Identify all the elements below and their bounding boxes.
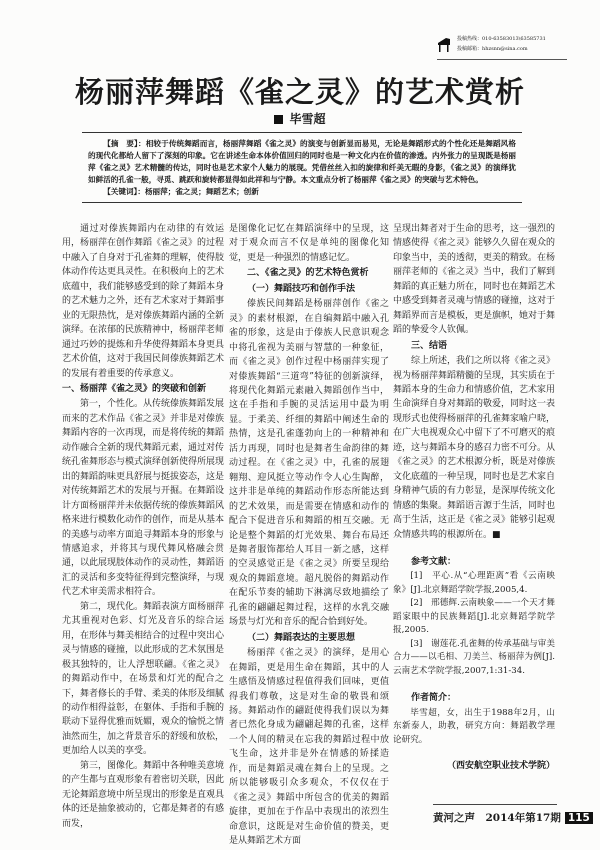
author-name: 毕雪超	[289, 112, 326, 126]
column-right	[393, 222, 555, 774]
paragraph: 第二，现代化。舞蹈表演方面杨丽萍尤其重视对色彩、灯光及音乐的综合运用，在形体与舞美相结合的过程中突出心灵与情感的碰撞，以此形成的艺术氛围是极其独特的，让人浮想联翩。《雀之灵》的舞蹈动作中，在场景和灯光的配合之下，舞者修长的手臂、柔美的体形及细腻的动作相得益彰，在躯体、手指和手腕的联动下显得优雅而妩媚，观众的愉悦之情油然而生，加之背景音乐的舒缓和放松，更加给人以美的享受。	[62, 601, 225, 757]
references	[393, 555, 555, 774]
column-left	[62, 222, 224, 831]
paragraph: 是图像化记忆在舞蹈演绎中的呈现，这对于观众而言不仅是单纯的图像化知觉，更是一种强烈的情感记忆。	[229, 224, 389, 263]
article-title: 杨丽萍舞蹈《雀之灵》的艺术赏析	[74, 75, 525, 109]
paragraph: 傣族民间舞蹈是杨丽萍创作《雀之灵》的素材根源，在自编舞蹈中融入孔雀的形象，这是由于傣族人民意识观念中将孔雀视为美丽与智慧的一种象征，而《雀之灵》创作过程中杨丽萍实现了对傣族舞蹈“三道弯”特征的创新演绎，将现代化舞蹈元素融入舞蹈创作当中，这在手指和手腕的灵活运用中最为明显。于柔美、纤细的舞蹈中阐述生命的热情，这是孔雀蓬勃向上的一种精神和活力再现，同时也是舞者生命韵律的舞动过程。在《雀之灵》中，孔雀的展翅翱翔、迎风挺立等动作令人心生陶醉，这并非是单纯的舞蹈动作形态所能达到的艺术效果，而是需要在情感和动作的配合下促进音乐和舞蹈的相互交融。无论是整个舞蹈的灯光效果、舞台布局还是舞者服饰都给人耳目一新之感，这样的空灵感觉正是《雀之灵》所要呈现给观众的舞蹈意境。超凡脱俗的舞蹈动作在配乐节奏的辅助下淋漓尽致地描绘了孔雀的翩翩起舞过程，这样的水乳交融场景与灯光和音乐的配合恰到好处。	[229, 299, 389, 628]
paragraph: 杨丽萍《雀之灵》的演绎，是用心在舞蹈，更是用生命在舞蹈，其中的人生感悟及情感过程值得我们回味，更值得我们尊敬，这是对生命的敬畏和颂扬。舞蹈动作的翩跹使得我们误以为舞者已然化身成为翩翩起舞的孔雀，这样一个人间的精灵在忘我的舞蹈过程中放飞生命，这并非是外在情感的矫揉造作，而是舞蹈灵魂在舞台上的呈现。之所以能够吸引众多观众，不仅仅在于《雀之灵》舞蹈中所包含的优美的舞蹈旋律，更加在于作品中表现出的浓烈生命意识，这既是对生命价值的赞美，更是从舞蹈艺术方面	[229, 648, 389, 847]
journal-issue: 黄河之声 2014年第17期	[433, 812, 561, 824]
paragraph: 综上所述，我们之所以将《雀之灵》视为杨丽萍舞蹈精髓的呈现，其实质在于舞蹈本身的生命力和情感价值，艺术家用生命演绎自身对舞蹈的敬爱，同时这一表现形式也使得杨丽萍的孔雀舞家喻户晓，在广大电视观众心中留下了不可磨灭的痕迹，这与舞蹈本身的感召力密不可分。从《雀之灵》的艺术根源分析，既是对傣族文化底蕴的一种呈现，同时也是艺术家自身精神气质的有力彰显，是深厚传统文化情感的集聚。舞蹈语言源于生活，同时也高于生活，这正是《雀之灵》能够引起观众情感共鸣的根源所在。■	[393, 356, 556, 540]
keywords: 【关键词】：杨丽萍；雀之灵；舞蹈艺术；创新	[103, 187, 259, 196]
page-footer	[433, 804, 590, 825]
subsection-heading: （一）舞蹈技巧和创作手法	[247, 283, 356, 294]
submission-info-header	[437, 33, 567, 60]
author-bio-heading: 作者简介：	[411, 693, 457, 704]
piano-icon	[437, 37, 451, 53]
square-bullet-icon	[274, 115, 283, 124]
author-institution: （西安航空职业技术学院）	[446, 761, 555, 772]
abstract-box	[82, 132, 522, 203]
paragraph: 呈现出舞者对于生命的思考，这一强烈的情感使得《雀之灵》能够久久留在观众的印象当中，美的透彻，更美的精致。在杨丽萍老师的《雀之灵》当中，我们了解到舞蹈的真正魅力所在，同时也在舞蹈艺术中感受到舞者灵魂与情感的碰撞，这对于舞蹈界而言是模板，更是旗帜，她对于舞蹈的挚爱令人钦佩。	[393, 224, 556, 336]
section-heading: 一、杨丽萍《雀之灵》的突破和创新	[62, 383, 207, 394]
column-middle	[229, 222, 389, 848]
section-heading: 三、结语	[411, 340, 448, 351]
paragraph: 第一，个性化。从传统傣族舞蹈发展而来的艺术作品《雀之灵》并非是对傣族舞蹈内容的一次再现，而是将传统的舞蹈动作融合全新的现代舞蹈元素，通过对传统孔雀舞形态与模式演绎创新使得所展现出的舞蹈韵味更具舒展与挺拔姿态，这是对传统舞蹈艺术的发展与开掘。在舞蹈设计方面杨丽萍并未依据传统的傣族舞蹈风格来进行模数化动作的创作，而是从基本的美感与动率方面追寻舞蹈本身的形象与情感追求，并将其与现代舞风格融会贯通，以此展现肢体动作的灵动性，舞蹈语汇的灵活和多变特征得到完整演绎，与现代艺术审美需求相符合。	[62, 399, 225, 598]
reference-item: [3] 谢莲花.孔雀舞的传承基础与审美合力——以毛相、刀美兰、杨丽萍为例[J].云南艺术学院学报,2007,1:31-34.	[393, 638, 555, 676]
paragraph: 第三，图像化。舞蹈中各种唯美意境的产生都与直观形象有着密切关联，因此无论舞蹈意境中所呈现出的形象是直观具体的还是抽象被动的，它都是舞者的有感而发，	[62, 760, 225, 829]
author-bio: 毕雪超，女，出生于1988年2月，山东新泰人，助教，研究方向：舞蹈教学理论研究。	[393, 707, 555, 745]
references-heading: 参考文献：	[411, 556, 457, 567]
submission-email: 投稿邮箱：hhzsnn@sina.com	[457, 46, 528, 52]
subsection-heading: （二）舞蹈表达的主要思想	[247, 632, 356, 643]
submission-hotline: 投稿热线：010-63583013\63585731	[457, 36, 546, 42]
section-heading: 二、《雀之灵》的艺术特色赏析	[247, 268, 369, 279]
page-number: 115	[565, 812, 593, 824]
article-author	[0, 110, 600, 127]
paragraph: 通过对傣族舞蹈内在动律的有效运用，杨丽萍在创作舞蹈《雀之灵》的过程中融入了自身对于孔雀舞的理解，使得肢体动作传达更具灵性。在积极向上的艺术底蕴中，我们能够感受到的除了舞蹈本身的艺术魅力之外，还有艺术家对于舞蹈事业的无限热忱，是对傣族舞蹈内涵的全新演绎。在浓郁的民族精神中，杨丽萍老师通过巧妙的提炼和升华使得舞蹈本身更具艺术价值，这对于我国民间傣族舞蹈艺术的发展有着重要的传承意义。	[62, 224, 225, 379]
reference-item: [2] 邢德辉.云南映象——一个天才舞蹈家眼中的民族舞蹈[J].北京舞蹈学院学报,2005.	[393, 598, 555, 636]
abstract-text: 【摘 要】：相较于传统舞蹈而言，杨丽萍舞蹈《雀之灵》的演变与创新显而易见，无论是舞蹈形式的个性化还是舞蹈风格的现代化都给人留下了深刻的印象。它在讲述生命本体价值回归的同时也是一种文化内在价值的渗透。内外张力的呈现既是杨丽萍《雀之灵》艺术精髓的传达，同时也是艺术家个人魅力的展现。凭借丝丝入扣的旋律和纤美无暇的身影，《雀之灵》的演绎犹如鲜活的孔雀一般，寻觅、跳跃和旋转都显得如此祥和与宁静。本文重点分析了杨丽萍《雀之灵》的突破与艺术特色。	[88, 139, 516, 184]
reference-item: [1] 平心.从“心理距离”看《云南映象》[J].北京舞蹈学院学报,2005,4.	[393, 571, 555, 595]
